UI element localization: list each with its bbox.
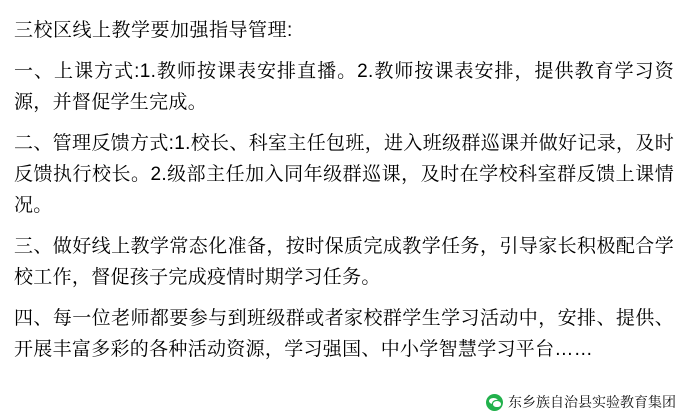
paragraph-2: 二、管理反馈方式:1.校长、科室主任包班，进入班级群巡课并做好记录，及时反馈执行校长。2.级部主任加入同年级群巡课，及时在学校科室群反馈上课情况。 — [14, 133, 674, 216]
brand-name: 东乡族自治县实验教育集团 — [508, 394, 676, 410]
page-title: 三校区线上教学要加强指导管理: — [14, 20, 293, 41]
paragraph-1: 一、上课方式:1.教师按课表安排直播。2.教师按课表安排，提供教育学习资源，并督促学生完成。 — [14, 61, 674, 113]
paragraph-4: 四、每一位老师都要参与到班级群或者家校群学生学习活动中，安排、提供、开展丰富多彩的各种活动资源，学习强国、中小学智慧学习平台…… — [14, 308, 674, 360]
wechat-icon — [486, 394, 503, 411]
brand-signature — [486, 392, 676, 412]
paragraph-3: 三、做好线上教学常态化准备，按时保质完成教学任务，引导家长积极配合学校工作，督促孩子完成疫情时期学习任务。 — [14, 236, 674, 288]
footer-bar — [0, 387, 688, 417]
